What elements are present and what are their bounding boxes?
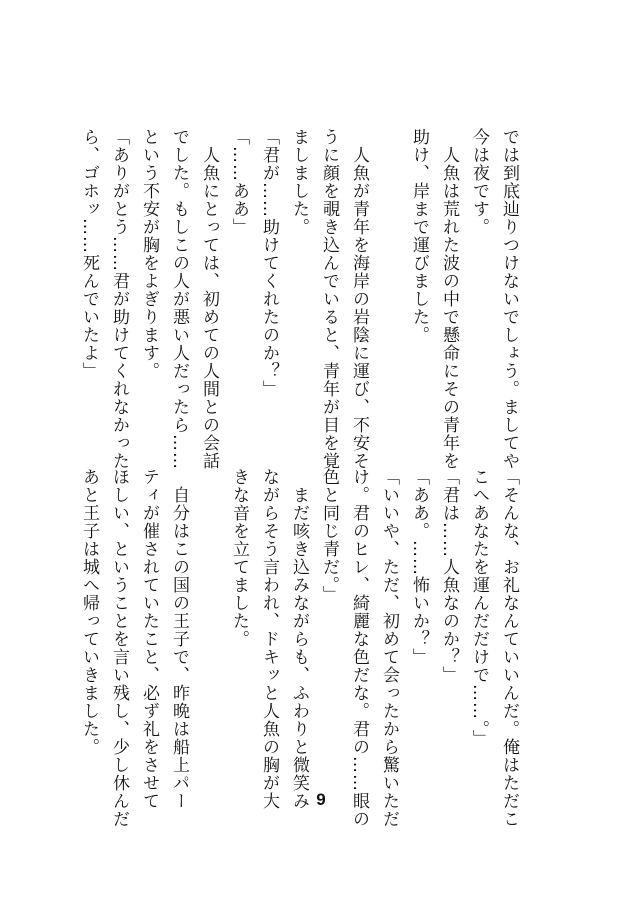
text-column: うに顔を覗き込んでいると、青年が目を覚: [319, 128, 339, 470]
text-column: きな音を立てました。: [229, 468, 249, 648]
text-column: ながらそう言われ、ドキッと人魚の胸が大: [259, 468, 279, 810]
text-column: こへあなたを運んだだけで……。」: [469, 468, 489, 748]
text-column: 助け、岸まで運びました。: [409, 128, 429, 344]
page-number: 9: [316, 790, 326, 809]
text-column: ほしい、ということを言い残し、少し休んだ: [109, 468, 129, 828]
text-column: 人魚にとっては、初めての人間との会話: [199, 128, 219, 470]
lower-text-block: [79, 468, 524, 828]
text-column: 人魚が青年を海岸の岩陰に運び、不安そ: [349, 128, 369, 470]
text-column: 自分はこの国の王子で、昨晩は船上パー: [169, 468, 189, 810]
text-column: 今は夜です。: [469, 128, 489, 236]
upper-text-block: [79, 128, 524, 470]
text-column: ら、ゴホッ……死んでいたよ」: [79, 128, 99, 380]
text-column: け。君のヒレ、綺麗な色だな。君の……眼の: [349, 468, 369, 828]
text-column: という不安が胸をよぎります。: [139, 128, 159, 380]
text-column: 色と同じ青だ。」: [319, 468, 339, 604]
text-column: でした。もしこの人が悪い人だったら……: [169, 128, 189, 470]
text-column: まだ咳き込みながらも、ふわりと微笑み: [289, 468, 309, 810]
text-column: [194, 468, 224, 780]
text-column: 「君が……助けてくれたのか？」: [259, 128, 279, 398]
text-column: では到底辿りつけないでしょう。ましてや: [499, 128, 519, 470]
text-column: 「ああ。……怖いか？」: [409, 468, 429, 666]
text-column: あと王子は城へ帰っていきました。: [79, 468, 99, 756]
text-column: 「いいや、ただ、初めて会ったから驚いただ: [379, 468, 399, 828]
text-column: 「ありがとう……君が助けてくれなかった: [109, 128, 129, 470]
text-column: 「そんな、お礼なんていいんだ。俺はただこ: [499, 468, 519, 828]
text-column: [374, 128, 404, 444]
text-column: 人魚は荒れた波の中で懸命にその青年を: [439, 128, 459, 470]
text-column: 「君は……人魚なのか？」: [439, 468, 459, 684]
text-column: ましました。: [289, 128, 309, 236]
text-column: ティが催されていたこと、必ず礼をさせて: [139, 468, 159, 810]
text-column: 「……ああ」: [229, 128, 249, 236]
